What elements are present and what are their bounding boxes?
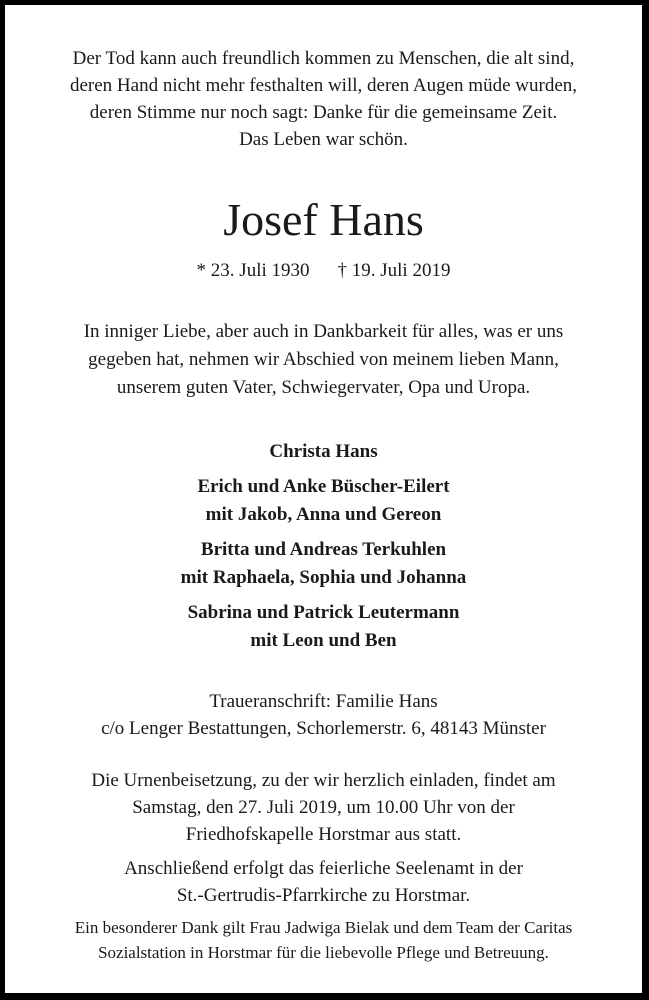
death-date: † 19. Juli 2019: [337, 260, 451, 281]
poem-line: deren Hand nicht mehr festhalten will, deren Augen müde wurden,: [69, 75, 578, 96]
tribute-line: unserem guten Vater, Schwiegervater, Opa und Uropa.: [116, 377, 531, 398]
mass-line: Anschließend erfolgt das feierliche Seelenamt in der: [124, 858, 523, 879]
birth-date: * 23. Juli 1930: [196, 260, 310, 281]
burial-line: Friedhofskapelle Horstmar aus statt.: [185, 824, 462, 845]
mourner-line: mit Jakob, Anna und Gereon: [205, 504, 442, 525]
mourner-line: mit Raphaela, Sophia und Johanna: [180, 567, 467, 588]
mass-line: St.-Gertrudis-Pfarrkirche zu Horstmar.: [176, 885, 471, 906]
burial-line: Samstag, den 27. Juli 2019, um 10.00 Uhr von der: [132, 797, 515, 818]
mourner-line: mit Leon und Ben: [250, 630, 397, 651]
obituary-notice: [5, 5, 642, 993]
thanks-line: Sozialstation in Horstmar für die liebevolle Pflege und Betreuung.: [98, 943, 549, 962]
life-dates: [5, 260, 642, 282]
mourner-line: Britta und Andreas Terkuhlen: [200, 539, 447, 560]
address-line: c/o Lenger Bestattungen, Schorlemerstr. 6, 48143 Münster: [101, 718, 546, 739]
tribute-line: gegeben hat, nehmen wir Abschied von meinem lieben Mann,: [88, 349, 559, 370]
deceased-name: Josef Hans: [223, 194, 424, 245]
address-line: Traueranschrift: Familie Hans: [209, 691, 438, 712]
mourner-line: Sabrina und Patrick Leutermann: [187, 602, 460, 623]
tribute-line: In inniger Liebe, aber auch in Dankbarkeit für alles, was er uns: [83, 321, 564, 342]
mourner-line: Erich und Anke Büscher-Eilert: [197, 476, 450, 497]
mourner-line: Christa Hans: [269, 441, 378, 462]
poem-line: Der Tod kann auch freundlich kommen zu Menschen, die alt sind,: [72, 48, 575, 69]
thanks-line: Ein besonderer Dank gilt Frau Jadwiga Bielak und dem Team der Caritas: [74, 918, 573, 937]
burial-line: Die Urnenbeisetzung, zu der wir herzlich einladen, findet am: [91, 770, 556, 791]
poem-line: deren Stimme nur noch sagt: Danke für die gemeinsame Zeit.: [89, 102, 558, 123]
poem-line: Das Leben war schön.: [239, 129, 408, 150]
